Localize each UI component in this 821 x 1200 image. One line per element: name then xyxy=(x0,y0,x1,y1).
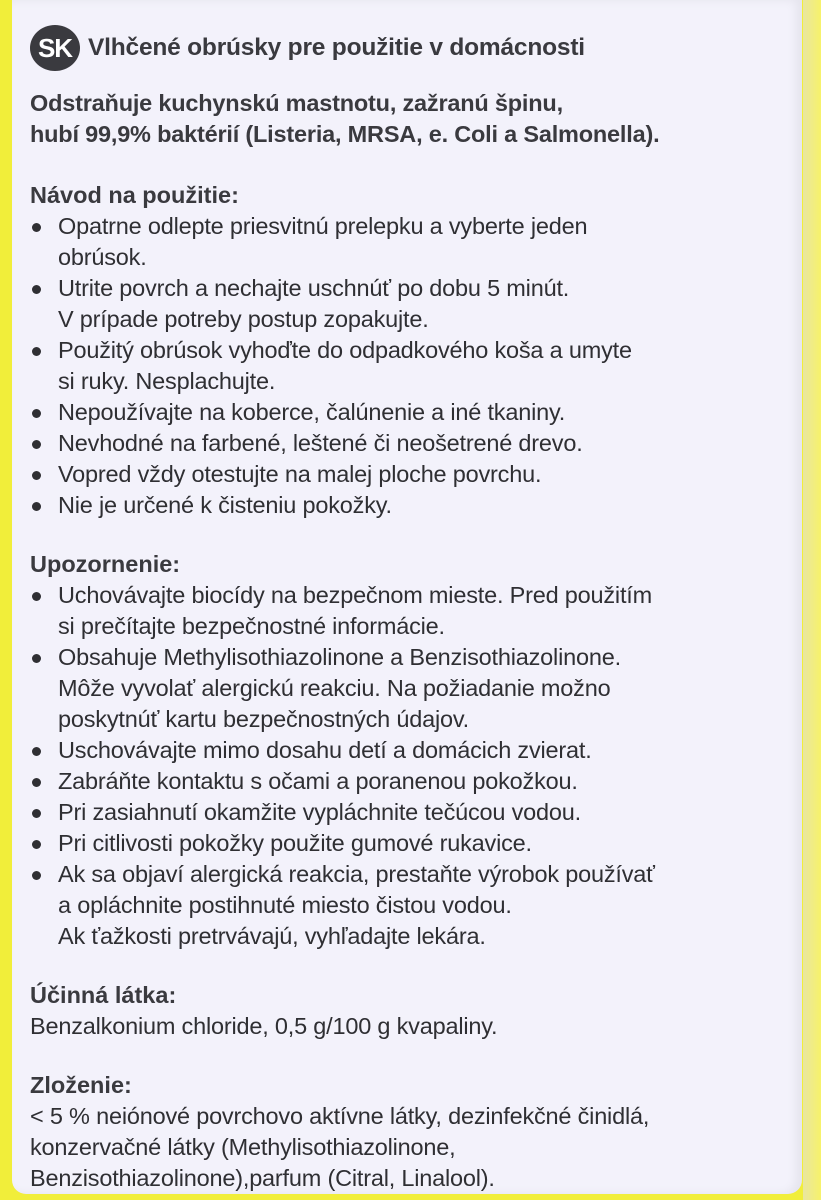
list-item xyxy=(30,797,800,828)
bullet-icon xyxy=(32,409,41,418)
label-content xyxy=(30,22,800,1194)
language-badge: SK xyxy=(30,25,80,71)
product-title: Vlhčené obrúsky pre použitie v domácnosti xyxy=(88,34,585,61)
list-item xyxy=(30,642,800,735)
usage-list xyxy=(30,211,800,521)
list-item xyxy=(30,828,800,859)
list-item-text: Obsahuje Methylisothiazolinone a Benzisothiazolinone. Môže vyvolať alergickú reakciu. Na požiadanie možno poskytnúť kartu bezpečnostných údajov. xyxy=(58,644,621,732)
list-item-text: Uschovávajte mimo dosahu detí a domácich zvierat. xyxy=(58,737,592,763)
list-item xyxy=(30,735,800,766)
bullet-icon xyxy=(32,871,41,880)
list-item xyxy=(30,580,800,642)
list-item-text: Nevhodné na farbené, leštené či neošetrené drevo. xyxy=(58,430,583,456)
bullet-icon xyxy=(32,502,41,511)
list-item-text: Nie je určené k čisteniu pokožky. xyxy=(58,492,392,518)
active-heading: Účinná látka: xyxy=(30,982,177,1008)
list-item-text: Pri citlivosti pokožky použite gumové rukavice. xyxy=(58,830,532,856)
bullet-icon xyxy=(32,285,41,294)
usage-section xyxy=(30,180,800,521)
packaging-edge xyxy=(803,0,821,1200)
warning-list xyxy=(30,580,800,952)
list-item xyxy=(30,766,800,797)
bullet-icon xyxy=(32,592,41,601)
list-item-text: Ak sa objaví alergická reakcia, prestaňte výrobok používať a opláchnite postihnuté miesto čistou vodou. Ak ťažkosti pretrvávajú, vyhľadajte lekára. xyxy=(58,861,655,949)
usage-heading: Návod na použitie: xyxy=(30,182,239,208)
bullet-icon xyxy=(32,223,41,232)
bullet-icon xyxy=(32,654,41,663)
bullet-icon xyxy=(32,747,41,756)
list-item-text: Použitý obrúsok vyhoďte do odpadkového koša a umyte si ruky. Nesplachujte. xyxy=(58,337,632,394)
warning-section xyxy=(30,549,800,952)
composition-heading: Zloženie: xyxy=(30,1072,132,1098)
intro-text: Odstraňuje kuchynskú mastnotu, zažranú špinu, hubí 99,9% baktérií (Listeria, MRSA, e. Coli a Salmonella). xyxy=(30,90,660,147)
composition-section xyxy=(30,1070,800,1194)
list-item xyxy=(30,428,800,459)
list-item-text: Utrite povrch a nechajte uschnúť po dobu 5 minút. V prípade potreby postup zopakujte. xyxy=(58,275,570,332)
list-item xyxy=(30,273,800,335)
warning-heading: Upozornenie: xyxy=(30,551,181,577)
bullet-icon xyxy=(32,778,41,787)
list-item-text: Nepoužívajte na koberce, čalúnenie a iné tkaniny. xyxy=(58,399,566,425)
list-item-text: Pri zasiahnutí okamžite vypláchnite tečúcou vodou. xyxy=(58,799,581,825)
bullet-icon xyxy=(32,840,41,849)
composition-text: < 5 % neiónové povrchovo aktívne látky, dezinfekčné činidlá, konzervačné látky (Methylisothiazolinone, Benzisothiazolinone),parfum (Citral, Linalool). xyxy=(30,1103,650,1191)
list-item-text: Vopred vždy otestujte na malej ploche povrchu. xyxy=(58,461,542,487)
list-item-text: Opatrne odlepte priesvitnú prelepku a vyberte jeden obrúsok. xyxy=(58,213,588,270)
list-item-text: Zabráňte kontaktu s očami a poranenou pokožkou. xyxy=(58,768,578,794)
list-item xyxy=(30,859,800,952)
list-item-text: Uchovávajte biocídy na bezpečnom mieste. Pred použitím si prečítajte bezpečnostné informácie. xyxy=(58,582,652,639)
active-section xyxy=(30,980,800,1042)
list-item xyxy=(30,459,800,490)
bullet-icon xyxy=(32,809,41,818)
list-item xyxy=(30,397,800,428)
list-item xyxy=(30,211,800,273)
bullet-icon xyxy=(32,440,41,449)
active-text: Benzalkonium chloride, 0,5 g/100 g kvapaliny. xyxy=(30,1013,498,1039)
bullet-icon xyxy=(32,347,41,356)
title-row xyxy=(30,22,800,74)
list-item xyxy=(30,490,800,521)
list-item xyxy=(30,335,800,397)
bullet-icon xyxy=(32,471,41,480)
